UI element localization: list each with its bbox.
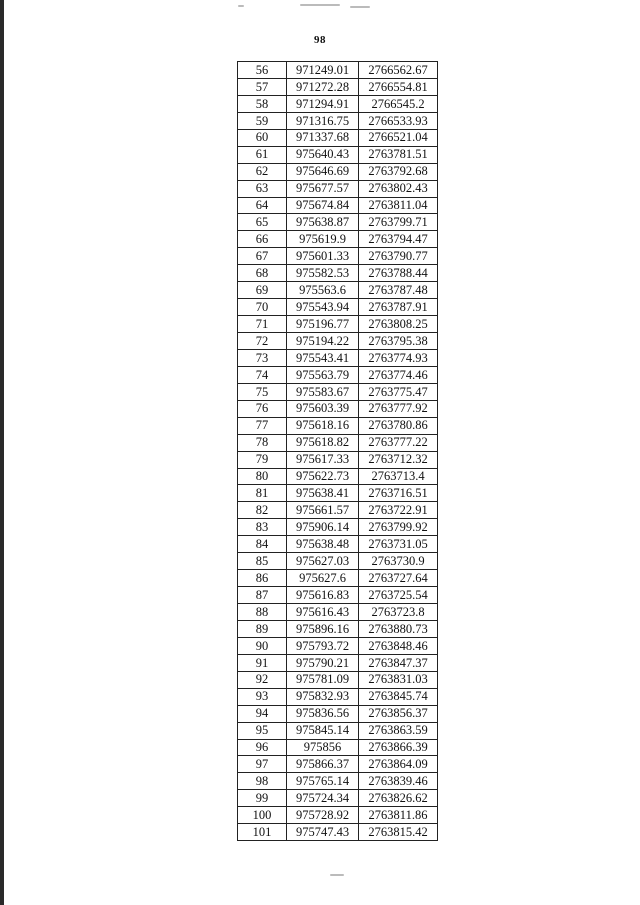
- table-row: [238, 570, 438, 587]
- x-coordinate-cell: 975906.14: [287, 519, 359, 536]
- x-coordinate-cell: 971249.01: [287, 62, 359, 79]
- point-number-cell: 56: [238, 62, 287, 79]
- table-row: [238, 824, 438, 841]
- y-coordinate-cell: 2763788.44: [359, 265, 438, 282]
- table-row: [238, 349, 438, 366]
- point-number-cell: 96: [238, 739, 287, 756]
- x-coordinate-cell: 975677.57: [287, 180, 359, 197]
- y-coordinate-cell: 2763880.73: [359, 620, 438, 637]
- x-coordinate-cell: 971337.68: [287, 129, 359, 146]
- y-coordinate-cell: 2763723.8: [359, 604, 438, 621]
- x-coordinate-cell: 975563.79: [287, 366, 359, 383]
- point-number-cell: 59: [238, 112, 287, 129]
- point-number-cell: 85: [238, 553, 287, 570]
- table-row: [238, 78, 438, 95]
- point-number-cell: 92: [238, 671, 287, 688]
- table-row: [238, 265, 438, 282]
- y-coordinate-cell: 2763794.47: [359, 231, 438, 248]
- coordinates-table: [237, 61, 438, 841]
- table-row: [238, 519, 438, 536]
- x-coordinate-cell: 975728.92: [287, 807, 359, 824]
- scan-speck: [350, 6, 370, 8]
- point-number-cell: 99: [238, 790, 287, 807]
- x-coordinate-cell: 975646.69: [287, 163, 359, 180]
- point-number-cell: 81: [238, 485, 287, 502]
- table-row: [238, 366, 438, 383]
- y-coordinate-cell: 2763799.71: [359, 214, 438, 231]
- x-coordinate-cell: 975196.77: [287, 316, 359, 333]
- point-number-cell: 67: [238, 248, 287, 265]
- x-coordinate-cell: 975781.09: [287, 671, 359, 688]
- y-coordinate-cell: 2763815.42: [359, 824, 438, 841]
- x-coordinate-cell: 975583.67: [287, 383, 359, 400]
- point-number-cell: 66: [238, 231, 287, 248]
- y-coordinate-cell: 2763799.92: [359, 519, 438, 536]
- table-row: [238, 739, 438, 756]
- table-row: [238, 95, 438, 112]
- point-number-cell: 86: [238, 570, 287, 587]
- point-number-cell: 94: [238, 705, 287, 722]
- y-coordinate-cell: 2763727.64: [359, 570, 438, 587]
- table-row: [238, 705, 438, 722]
- point-number-cell: 80: [238, 468, 287, 485]
- y-coordinate-cell: 2763847.37: [359, 654, 438, 671]
- scan-speck: [300, 4, 340, 6]
- x-coordinate-cell: 975674.84: [287, 197, 359, 214]
- x-coordinate-cell: 975616.83: [287, 587, 359, 604]
- x-coordinate-cell: 975627.03: [287, 553, 359, 570]
- y-coordinate-cell: 2763866.39: [359, 739, 438, 756]
- x-coordinate-cell: 975638.48: [287, 536, 359, 553]
- point-number-cell: 95: [238, 722, 287, 739]
- point-number-cell: 71: [238, 316, 287, 333]
- x-coordinate-cell: 975543.94: [287, 299, 359, 316]
- y-coordinate-cell: 2763777.22: [359, 434, 438, 451]
- y-coordinate-cell: 2763716.51: [359, 485, 438, 502]
- scan-left-edge: [0, 0, 4, 905]
- point-number-cell: 78: [238, 434, 287, 451]
- point-number-cell: 72: [238, 333, 287, 350]
- y-coordinate-cell: 2763713.4: [359, 468, 438, 485]
- x-coordinate-cell: 975617.33: [287, 451, 359, 468]
- y-coordinate-cell: 2763712.32: [359, 451, 438, 468]
- table-row: [238, 654, 438, 671]
- point-number-cell: 63: [238, 180, 287, 197]
- x-coordinate-cell: 975845.14: [287, 722, 359, 739]
- point-number-cell: 89: [238, 620, 287, 637]
- point-number-cell: 91: [238, 654, 287, 671]
- table-row: [238, 688, 438, 705]
- y-coordinate-cell: 2763725.54: [359, 587, 438, 604]
- point-number-cell: 60: [238, 129, 287, 146]
- table-row: [238, 587, 438, 604]
- y-coordinate-cell: 2763781.51: [359, 146, 438, 163]
- y-coordinate-cell: 2766545.2: [359, 95, 438, 112]
- y-coordinate-cell: 2763802.43: [359, 180, 438, 197]
- x-coordinate-cell: 975896.16: [287, 620, 359, 637]
- x-coordinate-cell: 975622.73: [287, 468, 359, 485]
- table-row: [238, 807, 438, 824]
- y-coordinate-cell: 2763731.05: [359, 536, 438, 553]
- point-number-cell: 87: [238, 587, 287, 604]
- y-coordinate-cell: 2763780.86: [359, 417, 438, 434]
- x-coordinate-cell: 975638.87: [287, 214, 359, 231]
- x-coordinate-cell: 975627.6: [287, 570, 359, 587]
- x-coordinate-cell: 975638.41: [287, 485, 359, 502]
- x-coordinate-cell: 971316.75: [287, 112, 359, 129]
- y-coordinate-cell: 2763774.46: [359, 366, 438, 383]
- point-number-cell: 100: [238, 807, 287, 824]
- scan-speck: [238, 5, 244, 7]
- y-coordinate-cell: 2763795.38: [359, 333, 438, 350]
- point-number-cell: 84: [238, 536, 287, 553]
- x-coordinate-cell: 975793.72: [287, 637, 359, 654]
- table-row: [238, 316, 438, 333]
- y-coordinate-cell: 2763730.9: [359, 553, 438, 570]
- y-coordinate-cell: 2763863.59: [359, 722, 438, 739]
- table-row: [238, 485, 438, 502]
- point-number-cell: 74: [238, 366, 287, 383]
- x-coordinate-cell: 975856: [287, 739, 359, 756]
- y-coordinate-cell: 2763831.03: [359, 671, 438, 688]
- table-row: [238, 299, 438, 316]
- x-coordinate-cell: 971272.28: [287, 78, 359, 95]
- point-number-cell: 58: [238, 95, 287, 112]
- point-number-cell: 82: [238, 502, 287, 519]
- y-coordinate-cell: 2763775.47: [359, 383, 438, 400]
- y-coordinate-cell: 2763774.93: [359, 349, 438, 366]
- scan-speck: [330, 874, 344, 876]
- y-coordinate-cell: 2763826.62: [359, 790, 438, 807]
- y-coordinate-cell: 2766562.67: [359, 62, 438, 79]
- table-row: [238, 620, 438, 637]
- table-row: [238, 434, 438, 451]
- point-number-cell: 65: [238, 214, 287, 231]
- y-coordinate-cell: 2763811.86: [359, 807, 438, 824]
- point-number-cell: 57: [238, 78, 287, 95]
- table-row: [238, 637, 438, 654]
- y-coordinate-cell: 2766554.81: [359, 78, 438, 95]
- table-row: [238, 502, 438, 519]
- table-row: [238, 671, 438, 688]
- x-coordinate-cell: 975616.43: [287, 604, 359, 621]
- x-coordinate-cell: 975601.33: [287, 248, 359, 265]
- point-number-cell: 62: [238, 163, 287, 180]
- x-coordinate-cell: 975661.57: [287, 502, 359, 519]
- x-coordinate-cell: 975724.34: [287, 790, 359, 807]
- y-coordinate-cell: 2763856.37: [359, 705, 438, 722]
- point-number-cell: 75: [238, 383, 287, 400]
- table-row: [238, 400, 438, 417]
- table-row: [238, 62, 438, 79]
- point-number-cell: 61: [238, 146, 287, 163]
- table-row: [238, 553, 438, 570]
- coordinates-table-body: [238, 62, 438, 841]
- table-row: [238, 468, 438, 485]
- table-row: [238, 417, 438, 434]
- y-coordinate-cell: 2763722.91: [359, 502, 438, 519]
- table-row: [238, 163, 438, 180]
- point-number-cell: 73: [238, 349, 287, 366]
- point-number-cell: 93: [238, 688, 287, 705]
- x-coordinate-cell: 975618.82: [287, 434, 359, 451]
- page-number: 98: [314, 34, 326, 46]
- x-coordinate-cell: 975832.93: [287, 688, 359, 705]
- y-coordinate-cell: 2763848.46: [359, 637, 438, 654]
- x-coordinate-cell: 975747.43: [287, 824, 359, 841]
- y-coordinate-cell: 2766521.04: [359, 129, 438, 146]
- point-number-cell: 88: [238, 604, 287, 621]
- y-coordinate-cell: 2763845.74: [359, 688, 438, 705]
- y-coordinate-cell: 2763792.68: [359, 163, 438, 180]
- table-row: [238, 383, 438, 400]
- table-row: [238, 129, 438, 146]
- x-coordinate-cell: 975790.21: [287, 654, 359, 671]
- x-coordinate-cell: 975866.37: [287, 756, 359, 773]
- table-row: [238, 756, 438, 773]
- point-number-cell: 70: [238, 299, 287, 316]
- y-coordinate-cell: 2763777.92: [359, 400, 438, 417]
- point-number-cell: 76: [238, 400, 287, 417]
- y-coordinate-cell: 2763787.91: [359, 299, 438, 316]
- x-coordinate-cell: 975603.39: [287, 400, 359, 417]
- x-coordinate-cell: 975836.56: [287, 705, 359, 722]
- table-row: [238, 248, 438, 265]
- table-row: [238, 722, 438, 739]
- x-coordinate-cell: 975582.53: [287, 265, 359, 282]
- point-number-cell: 64: [238, 197, 287, 214]
- table-row: [238, 790, 438, 807]
- y-coordinate-cell: 2763864.09: [359, 756, 438, 773]
- x-coordinate-cell: 975563.6: [287, 282, 359, 299]
- table-row: [238, 197, 438, 214]
- point-number-cell: 68: [238, 265, 287, 282]
- point-number-cell: 77: [238, 417, 287, 434]
- y-coordinate-cell: 2766533.93: [359, 112, 438, 129]
- y-coordinate-cell: 2763811.04: [359, 197, 438, 214]
- point-number-cell: 101: [238, 824, 287, 841]
- table-row: [238, 180, 438, 197]
- point-number-cell: 98: [238, 773, 287, 790]
- point-number-cell: 69: [238, 282, 287, 299]
- x-coordinate-cell: 975765.14: [287, 773, 359, 790]
- table-row: [238, 536, 438, 553]
- point-number-cell: 79: [238, 451, 287, 468]
- x-coordinate-cell: 975618.16: [287, 417, 359, 434]
- y-coordinate-cell: 2763839.46: [359, 773, 438, 790]
- point-number-cell: 83: [238, 519, 287, 536]
- y-coordinate-cell: 2763790.77: [359, 248, 438, 265]
- table-row: [238, 231, 438, 248]
- x-coordinate-cell: 971294.91: [287, 95, 359, 112]
- table-row: [238, 604, 438, 621]
- point-number-cell: 90: [238, 637, 287, 654]
- x-coordinate-cell: 975619.9: [287, 231, 359, 248]
- table-row: [238, 112, 438, 129]
- y-coordinate-cell: 2763787.48: [359, 282, 438, 299]
- x-coordinate-cell: 975543.41: [287, 349, 359, 366]
- x-coordinate-cell: 975640.43: [287, 146, 359, 163]
- table-row: [238, 146, 438, 163]
- table-row: [238, 214, 438, 231]
- x-coordinate-cell: 975194.22: [287, 333, 359, 350]
- point-number-cell: 97: [238, 756, 287, 773]
- y-coordinate-cell: 2763808.25: [359, 316, 438, 333]
- table-row: [238, 282, 438, 299]
- table-row: [238, 773, 438, 790]
- table-row: [238, 451, 438, 468]
- table-row: [238, 333, 438, 350]
